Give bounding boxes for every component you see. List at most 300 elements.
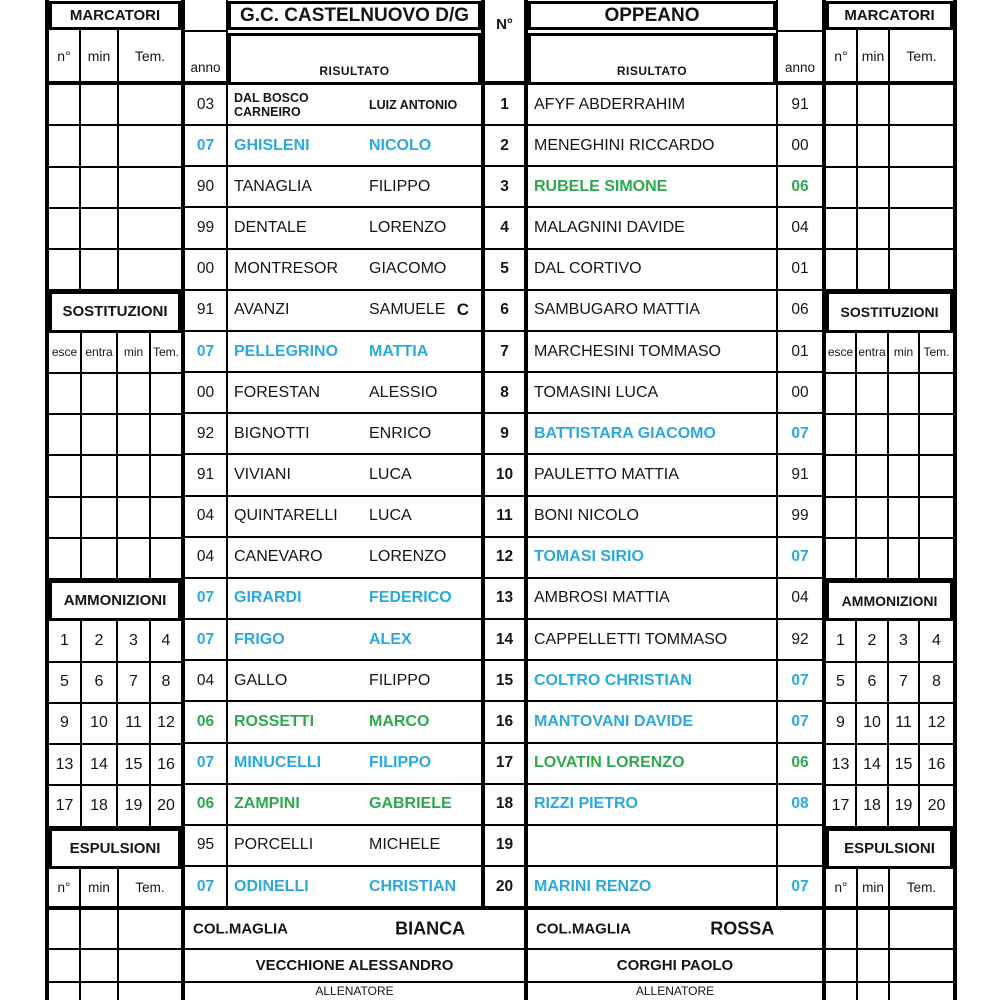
left-espulsioni-empty-cell	[81, 950, 119, 981]
player-firstname: MATTIA	[369, 342, 429, 360]
left-marcatori-empty-row	[49, 209, 181, 250]
right-sostituzione-empty-cell	[826, 539, 857, 578]
left-marcatori-empty-cell	[49, 126, 81, 165]
player-row	[228, 620, 481, 661]
right-anno-value-row	[778, 126, 822, 167]
right-ammonizioni-number-cell: 20	[927, 796, 946, 814]
player-row	[528, 167, 776, 208]
left-ammonizioni-number-cell: 3	[118, 621, 151, 660]
shirt-number-header	[485, 0, 524, 85]
left-anno-value-row	[185, 661, 226, 702]
right-anno-value-row	[778, 208, 822, 249]
right-marcatori-empty-cell	[858, 85, 890, 124]
left-anno-value: 00	[196, 260, 215, 278]
left-espul-col-tem: Tem.	[135, 879, 165, 895]
player-row	[528, 85, 776, 126]
right-espulsioni-empty-cell	[858, 950, 890, 981]
right-anno-value-row	[778, 579, 822, 620]
shirt-number: 1	[500, 95, 509, 113]
player-row	[528, 620, 776, 661]
shirt-number: 14	[495, 630, 514, 648]
right-anno-value-row	[778, 538, 822, 579]
left-sostituzioni-title	[49, 291, 181, 332]
shirt-number: 19	[495, 836, 514, 854]
right-sostituzione-empty-cell	[826, 374, 857, 413]
left-marcatori-empty-cell	[81, 250, 119, 289]
left-anno-value-row	[185, 785, 226, 826]
player-surname: MONTRESOR	[234, 260, 338, 278]
left-sostituzioni-label: SOSTITUZIONI	[62, 303, 168, 321]
player-row	[228, 208, 481, 249]
left-anno-value-row	[185, 826, 226, 867]
right-sostituzione-empty-row	[826, 415, 953, 456]
player-surname: AVANZI	[234, 301, 290, 319]
left-marcatori-empty-cell	[49, 250, 81, 289]
left-anno-value: 03	[196, 95, 215, 113]
player-surname: FRIGO	[234, 630, 285, 648]
shirt-number: 13	[495, 589, 514, 607]
right-marcatori-empty-row	[826, 126, 953, 167]
left-anno-value-row	[185, 250, 226, 291]
left-ammonizioni-number-cell: 5	[49, 663, 82, 702]
right-anno-value: 08	[791, 795, 809, 813]
player-firstname: CHRISTIAN	[369, 877, 457, 895]
left-marcatori-col-n: n°	[49, 30, 81, 81]
left-sost-col-min: min	[118, 333, 151, 372]
player-surname: GHISLENI	[234, 136, 310, 154]
right-ammonizioni-number-cell: 5	[826, 663, 857, 702]
right-marcatori-empty-cell	[826, 250, 858, 289]
right-sostituzioni-colheads	[826, 333, 953, 374]
right-anno-value-row	[778, 373, 822, 414]
left-sostituzione-empty-cell	[151, 456, 181, 495]
left-anno-value-row	[185, 208, 226, 249]
right-marcatori-empty-cell	[890, 250, 953, 289]
right-ammonizioni-number-cell: 11	[889, 704, 920, 743]
right-anno-value-row	[778, 85, 822, 126]
right-anno-value: 06	[791, 301, 809, 319]
shirt-number-row	[485, 497, 524, 538]
shirt-number-row	[485, 85, 524, 126]
player-row	[528, 702, 776, 743]
left-sost-col-tem: Tem.	[152, 345, 179, 360]
player-firstname: ALESSIO	[369, 383, 438, 401]
right-sost-col-min: min	[889, 333, 920, 372]
left-anno-values	[185, 85, 226, 910]
player-row	[528, 785, 776, 826]
player-firstname: GABRIELE	[369, 795, 452, 813]
player-row	[528, 455, 776, 496]
left-anno-value: 07	[196, 136, 215, 154]
right-anno-value-row	[778, 661, 822, 702]
player-surname: QUINTARELLI	[234, 507, 338, 525]
left-sostituzione-empty-cell	[49, 456, 82, 495]
left-sostituzioni-empty-rows	[49, 374, 181, 580]
right-sostituzione-empty-cell	[826, 415, 857, 454]
right-espulsioni-empty-cell	[890, 910, 953, 948]
player-surname: PORCELLI	[234, 836, 314, 854]
shirt-number-row	[485, 538, 524, 579]
right-marcatori-empty-cell	[826, 168, 858, 207]
right-ammonizioni-number-row	[826, 786, 953, 827]
right-marcatori-empty-cell	[890, 209, 953, 248]
left-anno-value-row	[185, 291, 226, 332]
shirt-number: 15	[495, 671, 514, 689]
right-marcatori-empty-cell	[858, 126, 890, 165]
left-ammonizioni-number-row	[49, 621, 181, 662]
right-anno-value: 01	[791, 260, 809, 278]
right-ammonizioni-number-cell: 8	[932, 673, 941, 691]
shirt-number-row	[485, 785, 524, 826]
left-espulsioni-empty-row	[49, 950, 181, 983]
player-name: LOVATIN LORENZO	[534, 754, 685, 772]
player-row	[228, 538, 481, 579]
left-anno-value: 95	[196, 836, 215, 854]
right-ammonizioni-title	[826, 580, 953, 621]
left-anno-value-row	[185, 620, 226, 661]
right-sostituzioni-empty-rows	[826, 374, 953, 580]
left-anno-value-row	[185, 332, 226, 373]
right-espulsioni-empty-cell	[890, 983, 953, 1000]
left-ammonizioni-number-row	[49, 704, 181, 745]
right-anno-value: 06	[791, 177, 809, 195]
right-marcatori-empty-cell	[826, 85, 858, 124]
left-ammonizioni-number-row	[49, 663, 181, 704]
right-espulsioni-colheads	[826, 869, 953, 910]
right-ammonizioni-number-cell: 9	[826, 704, 857, 743]
shirt-number-row	[485, 332, 524, 373]
right-sostituzione-empty-cell	[857, 415, 889, 454]
player-name: CAPPELLETTI TOMMASO	[534, 630, 728, 648]
player-firstname: LORENZO	[369, 219, 447, 237]
player-surname: ZAMPINI	[234, 795, 300, 813]
right-sostituzione-empty-cell	[857, 539, 889, 578]
left-sostituzione-empty-cell	[118, 374, 151, 413]
left-anno-value-row	[185, 373, 226, 414]
player-name: BONI NICOLO	[534, 507, 639, 525]
right-anno-value-row	[778, 414, 822, 455]
right-sostituzione-empty-row	[826, 374, 953, 415]
left-ammonizioni-number-cell: 7	[118, 663, 151, 702]
player-row	[228, 291, 481, 332]
shirt-number-values	[485, 85, 524, 910]
shirt-number-row	[485, 291, 524, 332]
shirt-number-row	[485, 250, 524, 291]
right-coach-name: CORGHI PAOLO	[616, 957, 734, 974]
shirt-number-row	[485, 414, 524, 455]
right-sostituzione-empty-cell	[920, 415, 953, 454]
player-row	[228, 579, 481, 620]
player-row	[228, 332, 481, 373]
player-row	[528, 867, 776, 910]
left-sostituzione-empty-cell	[82, 539, 118, 578]
left-anno-value: 90	[196, 177, 215, 195]
shirt-number-row	[485, 167, 524, 208]
player-surname: BIGNOTTI	[234, 424, 310, 442]
right-marcatori-colheads	[826, 30, 953, 85]
player-row	[528, 373, 776, 414]
right-ammonizioni-number-cell: 14	[857, 745, 889, 784]
shirt-number: 11	[496, 507, 513, 525]
left-marcatori-empty-cell	[81, 168, 119, 207]
left-espul-col-n: n°	[49, 869, 81, 906]
left-sostituzione-empty-cell	[118, 539, 151, 578]
left-anno-value: 04	[196, 548, 215, 566]
left-player-rows	[228, 85, 481, 910]
right-espulsioni-empty-cell	[858, 983, 890, 1000]
left-sostituzione-empty-row	[49, 539, 181, 580]
player-name: AFYF ABDERRAHIM	[534, 95, 686, 113]
right-anno-value-row	[778, 497, 822, 538]
left-marcatori-empty-cell	[49, 168, 81, 207]
left-sostituzione-empty-cell	[82, 374, 118, 413]
player-row	[528, 579, 776, 620]
right-sostituzioni-title	[826, 291, 953, 332]
left-anno-value: 07	[196, 630, 215, 648]
right-ammonizioni-number-cell: 16	[927, 755, 946, 773]
left-anno-label: anno	[190, 60, 221, 75]
right-anno-column	[778, 0, 822, 910]
right-ammonizioni-number-cell: 7	[889, 663, 920, 702]
right-anno-value-row	[778, 455, 822, 496]
left-anno-value-row	[185, 744, 226, 785]
left-espul-col-min: min	[81, 869, 119, 906]
player-row	[228, 661, 481, 702]
player-name: AMBROSI MATTIA	[534, 589, 670, 607]
left-coach-box	[185, 950, 528, 983]
left-anno-value: 00	[196, 383, 215, 401]
player-firstname: NICOLO	[369, 136, 432, 154]
player-name: COLTRO CHRISTIAN	[534, 671, 692, 689]
player-name: MARINI RENZO	[534, 877, 652, 895]
shirt-number-row	[485, 826, 524, 867]
left-anno-value-row	[185, 85, 226, 126]
right-espulsioni-empty-row	[826, 910, 953, 950]
right-col-maglia-label: COL.MAGLIA	[536, 920, 631, 938]
right-marcatori-empty-cell	[890, 85, 953, 124]
left-ammonizioni-number-cell: 17	[49, 786, 82, 825]
right-sostituzione-empty-cell	[920, 456, 953, 495]
right-anno-value: 07	[791, 548, 809, 566]
right-espulsioni-empty-cell	[826, 950, 858, 981]
left-coach-role-box	[185, 983, 528, 1000]
player-row	[528, 208, 776, 249]
left-anno-column	[185, 0, 228, 910]
right-marcatori-col-n: n°	[826, 30, 858, 81]
left-espulsioni-empty-cell	[49, 950, 81, 981]
left-ammonizioni-grid	[49, 621, 181, 827]
left-team-column	[228, 0, 485, 910]
right-anno-value: 04	[791, 589, 809, 607]
player-firstname: LUIZ ANTONIO	[369, 97, 458, 112]
right-marcatori-empty-cell	[890, 168, 953, 207]
left-anno-value: 06	[196, 795, 215, 813]
left-coach-role-label: ALLENATORE	[315, 984, 394, 998]
left-marcatori-empty-cell	[81, 85, 119, 124]
right-ammonizioni-number-cell: 10	[857, 704, 889, 743]
left-ammonizioni-title	[49, 580, 181, 621]
right-ammonizioni-number-row	[826, 663, 953, 704]
left-sostituzione-empty-row	[49, 456, 181, 497]
right-anno-value: 00	[791, 383, 809, 401]
left-anno-value: 07	[196, 754, 215, 772]
right-anno-label: anno	[784, 60, 816, 75]
player-firstname: LUCA	[369, 507, 412, 525]
shirt-number: 18	[495, 795, 514, 813]
right-sost-col-esce: esce	[826, 333, 857, 372]
player-surname: ROSSETTI	[234, 712, 315, 730]
left-anno-value: 91	[196, 465, 215, 483]
left-sostituzione-empty-cell	[118, 415, 151, 454]
right-marcatori-empty-cell	[826, 126, 858, 165]
left-marcatori-colheads	[49, 30, 181, 85]
player-row	[228, 744, 481, 785]
right-anno-value-row	[778, 702, 822, 743]
player-firstname: FEDERICO	[369, 589, 452, 607]
left-sostituzione-empty-cell	[49, 498, 82, 537]
left-espulsioni-empty-cell	[49, 910, 81, 948]
right-shirt-color-value: ROSSA	[710, 918, 775, 939]
right-anno-value-row	[778, 332, 822, 373]
right-coach-role-box	[528, 983, 822, 1000]
left-anno-value: 07	[196, 589, 215, 607]
player-row	[528, 497, 776, 538]
right-marcatori-empty-cell	[858, 168, 890, 207]
right-sostituzione-empty-row	[826, 456, 953, 497]
left-espulsioni-empty-cell	[81, 910, 119, 948]
left-team-name: G.C. CASTELNUOVO D/G	[239, 4, 470, 26]
left-sostituzione-empty-cell	[82, 498, 118, 537]
left-sostituzione-empty-cell	[151, 374, 181, 413]
left-marcatori-empty-cell	[119, 250, 181, 289]
right-ammonizioni-number-cell: 1	[826, 621, 857, 660]
left-espulsioni-empty-rows	[49, 910, 181, 1000]
left-marcatori-empty-cell	[81, 126, 119, 165]
shirt-number: 9	[500, 424, 509, 442]
left-marcatori-empty-row	[49, 85, 181, 126]
right-espulsioni-empty-row	[826, 950, 953, 983]
left-risultato-label: RISULTATO	[319, 64, 390, 78]
left-marcatori-label: MARCATORI	[69, 7, 161, 24]
player-row	[228, 497, 481, 538]
shirt-number-row	[485, 126, 524, 167]
right-sostituzione-empty-cell	[889, 456, 920, 495]
left-sostituzione-empty-cell	[118, 456, 151, 495]
left-marcatori-title	[49, 1, 181, 30]
right-anno-values	[778, 85, 822, 910]
right-sostituzione-empty-cell	[857, 456, 889, 495]
player-firstname: FILIPPO	[369, 754, 432, 772]
right-ammonizioni-label: AMMONIZIONI	[841, 592, 938, 609]
left-marcatori-empty-row	[49, 168, 181, 209]
left-anno-value: 91	[196, 301, 215, 319]
left-anno-value-row	[185, 538, 226, 579]
left-marcatori-col-min: min	[81, 30, 119, 81]
right-anno-value: 91	[791, 465, 809, 483]
right-ammonizioni-number-cell: 19	[889, 786, 920, 825]
right-anno-value-row	[778, 291, 822, 332]
left-coach-name: VECCHIONE ALESSANDRO	[255, 957, 454, 974]
left-sostituzione-empty-cell	[49, 539, 82, 578]
right-anno-value-row	[778, 167, 822, 208]
player-surname: CANEVARO	[234, 548, 323, 566]
left-anno-value-row	[185, 867, 226, 910]
left-espulsioni-empty-row	[49, 910, 181, 950]
left-ammonizioni-number-cell: 6	[82, 663, 118, 702]
shirt-number: 3	[500, 177, 509, 195]
right-sostituzione-empty-row	[826, 539, 953, 580]
right-marcatori-empty-row	[826, 250, 953, 291]
player-surname: FORESTAN	[234, 383, 320, 401]
right-sostituzione-empty-cell	[857, 374, 889, 413]
shirt-number-row	[485, 744, 524, 785]
player-row	[228, 373, 481, 414]
shirt-number-row	[485, 373, 524, 414]
right-espulsioni-title	[826, 828, 953, 869]
player-firstname: ENRICO	[369, 424, 432, 442]
shirt-number: 8	[500, 383, 509, 401]
shirt-number: 7	[500, 342, 509, 360]
left-marcatori-empty-cell	[49, 209, 81, 248]
left-ammonizioni-number-cell: 20	[157, 796, 175, 814]
left-anno-value: 04	[196, 671, 215, 689]
shirt-number-row	[485, 661, 524, 702]
player-row	[528, 826, 776, 867]
right-ammonizioni-number-row	[826, 745, 953, 786]
left-anno-value-row	[185, 126, 226, 167]
player-row	[228, 455, 481, 496]
right-sostituzione-empty-row	[826, 498, 953, 539]
player-row	[228, 867, 481, 910]
player-name: MARCHESINI TOMMASO	[534, 342, 721, 360]
left-ammonizioni-number-cell: 13	[49, 745, 82, 784]
right-anno-value: 07	[791, 671, 809, 689]
left-team-name-box	[228, 1, 481, 30]
player-row	[528, 250, 776, 291]
right-sostituzioni-label: SOSTITUZIONI	[840, 303, 939, 320]
captain-mark: C	[456, 300, 469, 320]
shirt-number: 16	[495, 712, 514, 730]
right-shirt-color-box	[528, 910, 822, 950]
left-anno-value-row	[185, 455, 226, 496]
left-espulsioni-title	[49, 828, 181, 869]
right-anno-value: 01	[791, 342, 809, 360]
right-marcatori-col-tem: Tem.	[906, 47, 937, 64]
right-sostituzione-empty-cell	[920, 498, 953, 537]
player-surname: DAL BOSCO CARNEIRO	[234, 90, 309, 119]
player-firstname: ALEX	[369, 630, 412, 648]
left-col-maglia-label: COL.MAGLIA	[193, 920, 288, 938]
right-anno-value-row	[778, 826, 822, 867]
right-anno-value: 06	[791, 754, 809, 772]
right-sostituzione-empty-cell	[889, 498, 920, 537]
right-sostituzione-empty-cell	[889, 415, 920, 454]
player-name: SAMBUGARO MATTIA	[534, 301, 700, 319]
player-firstname: LUCA	[369, 465, 412, 483]
left-ammonizioni-number-cell: 8	[161, 673, 171, 691]
left-ammonizioni-number-row	[49, 786, 181, 827]
right-sostituzione-empty-cell	[857, 498, 889, 537]
right-anno-value: 91	[791, 95, 809, 113]
left-ammonizioni-number-cell: 12	[157, 714, 175, 732]
left-shirt-color-box	[185, 910, 528, 950]
right-sostituzione-empty-cell	[920, 539, 953, 578]
player-row	[528, 291, 776, 332]
right-player-rows	[528, 85, 776, 910]
shirt-number: 5	[500, 260, 509, 278]
left-ammonizioni-number-cell: 1	[49, 621, 82, 660]
player-name: MALAGNINI DAVIDE	[534, 219, 685, 237]
